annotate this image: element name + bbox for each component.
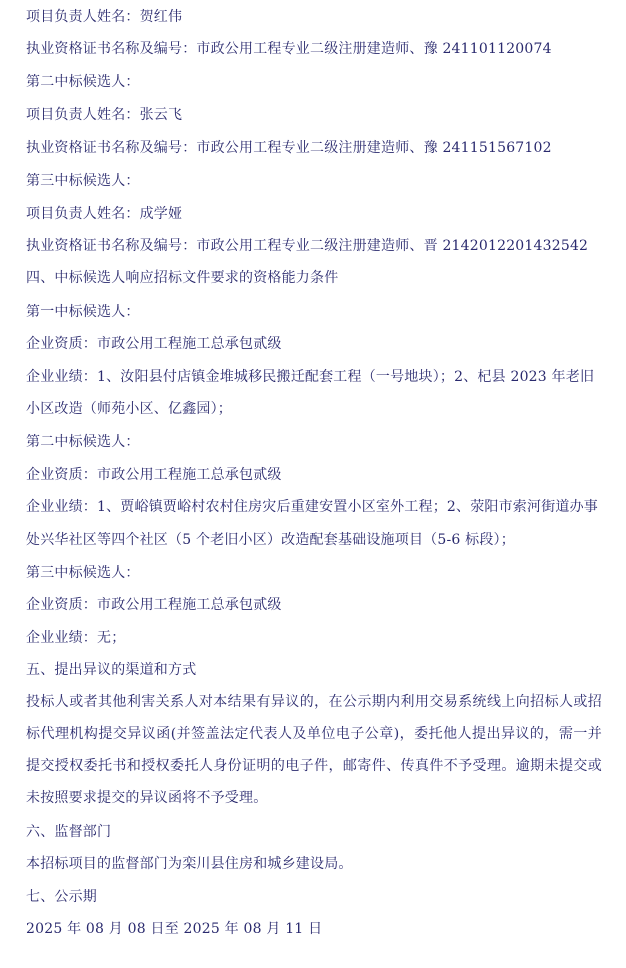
candidate3-performance: 企业业绩：无； — [26, 630, 126, 646]
section-five-heading: 五、提出异议的渠道和方式 — [26, 662, 197, 678]
section-seven-heading: 七、公示期 — [26, 889, 97, 905]
candidate3-certificate: 执业资格证书名称及编号：市政公用工程专业二级注册建造师、晋 2142012201432542 — [26, 238, 589, 254]
candidate1-manager-name: 项目负责人姓名：贺红伟 — [26, 9, 183, 25]
section-four-heading: 四、中标候选人响应招标文件要求的资格能力条件 — [26, 270, 339, 286]
objection-paragraph: 投标人或者其他利害关系人对本结果有异议的，在公示期内利用交易系统线上向招标人或招标代理机构提交异议函(并签盖法定代表人及单位电子公章)，委托他人提出异议的，需一并提交授权委托书和授权委托人身份证明的电子件，邮寄件、传真件不予受理。逾期未提交或未按照要求提交的异议函将不予受理。 — [26, 694, 602, 806]
candidate2-performance-line1: 企业业绩：1、贾峪镇贾峪村农村住房灾后重建安置小区室外工程；2、荥阳市索河街道办事 — [26, 499, 599, 515]
candidate1-qualification: 企业资质：市政公用工程施工总承包贰级 — [26, 336, 282, 352]
candidate2-manager-name: 项目负责人姓名：张云飞 — [26, 107, 183, 123]
third-candidate-heading: 第三中标候选人： — [26, 173, 140, 189]
publicity-period: 2025 年 08 月 08 日至 2025 年 08 月 11 日 — [26, 921, 323, 937]
second-candidate-heading: 第二中标候选人： — [26, 74, 140, 90]
third-candidate-heading-2: 第三中标候选人： — [26, 565, 140, 581]
candidate2-performance-line2: 处兴华社区等四个社区（5 个老旧小区）改造配套基础设施项目（5-6 标段）； — [26, 532, 515, 548]
section-six-heading: 六、监督部门 — [26, 824, 112, 840]
candidate1-certificate: 执业资格证书名称及编号：市政公用工程专业二级注册建造师、豫 241101120074 — [26, 41, 552, 57]
supervision-department: 本招标项目的监督部门为栾川县住房和城乡建设局。 — [26, 856, 353, 872]
candidate2-qualification: 企业资质：市政公用工程施工总承包贰级 — [26, 467, 282, 483]
candidate2-certificate: 执业资格证书名称及编号：市政公用工程专业二级注册建造师、豫 241151567102 — [26, 140, 552, 156]
candidate1-performance-line2: 小区改造（师苑小区、亿鑫园）； — [26, 401, 232, 417]
first-candidate-heading: 第一中标候选人： — [26, 304, 140, 320]
candidate3-qualification: 企业资质：市政公用工程施工总承包贰级 — [26, 597, 282, 613]
candidate1-performance-line1: 企业业绩：1、汝阳县付店镇金堆城移民搬迁配套工程（一号地块）；2、杞县 2023 年老旧 — [26, 369, 595, 385]
second-candidate-heading-2: 第二中标候选人： — [26, 434, 140, 450]
candidate3-manager-name: 项目负责人姓名：成学娅 — [26, 206, 183, 222]
